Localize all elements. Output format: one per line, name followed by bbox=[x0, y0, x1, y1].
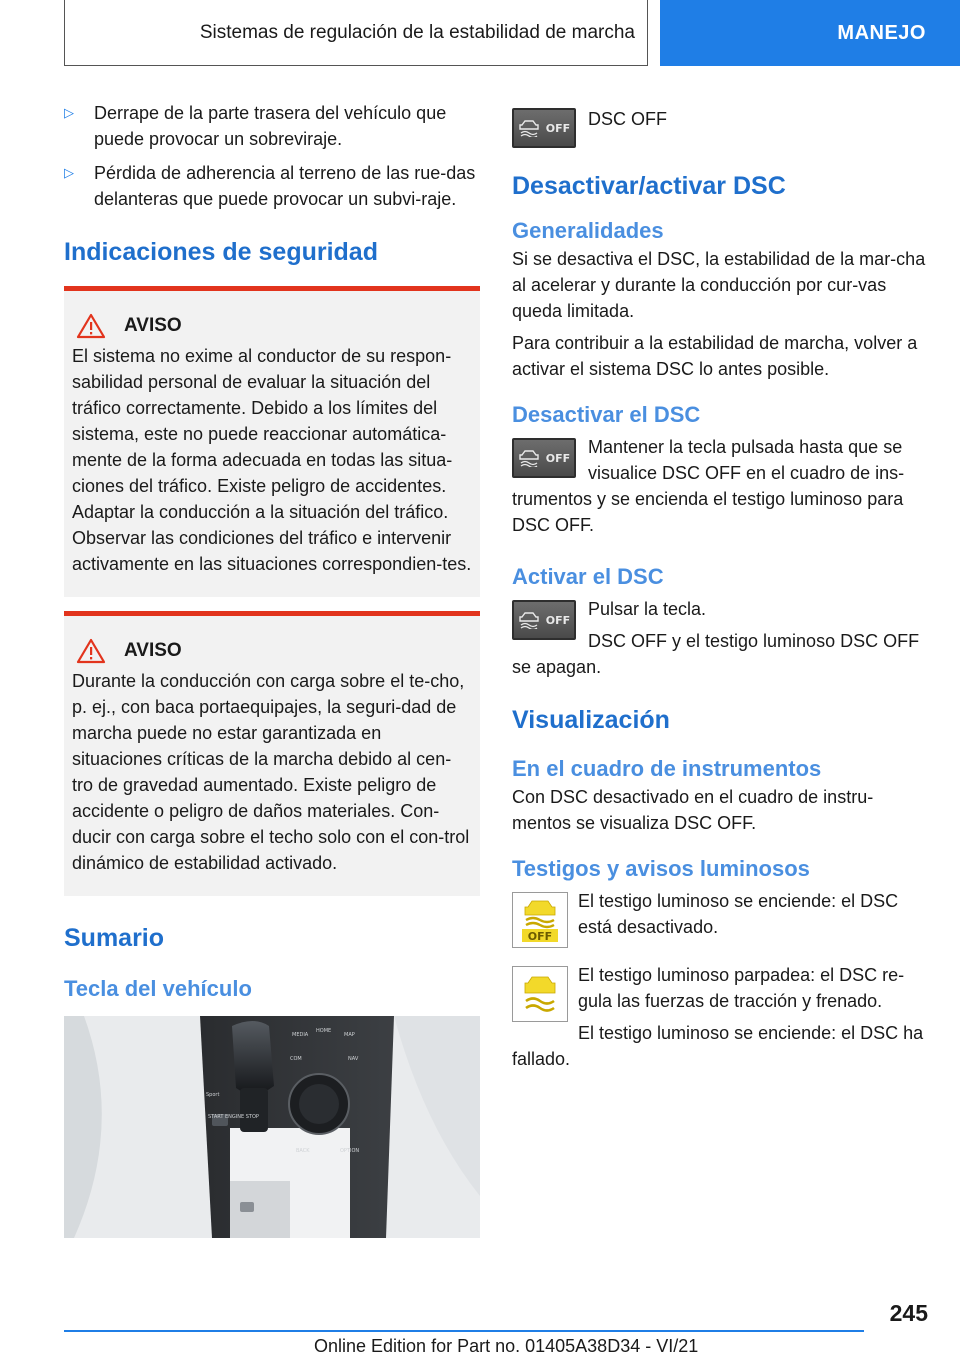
start-stop-label: START ENGINE STOP bbox=[208, 1114, 259, 1120]
deactivate-activate-heading: Desactivar/activar DSC bbox=[512, 172, 786, 200]
header-title: Sistemas de regulación de la estabilidad de marcha bbox=[199, 21, 635, 43]
button-off-text: OFF bbox=[545, 121, 571, 135]
lamp-text: El testigo luminoso parpadea: el DSC re-gula las fuerzas de tracción y frenado. bbox=[578, 965, 905, 1011]
back-label: BACK bbox=[296, 1148, 310, 1154]
option-label: OPTION bbox=[340, 1148, 360, 1154]
key-heading: Tecla del vehículo bbox=[64, 976, 252, 1001]
car-skid-icon bbox=[518, 119, 540, 137]
general-heading: Generalidades bbox=[512, 218, 664, 243]
cluster-heading: En el cuadro de instrumentos bbox=[512, 756, 822, 781]
triangle-bullet-icon: ▷ bbox=[64, 165, 74, 180]
cluster-text: Con DSC desactivado en el cuadro de instru-mentos se visualiza DSC OFF. bbox=[512, 787, 874, 833]
general-paragraph: Para contribuir a la estabilidad de marcha, volver a activar el sistema DSC lo antes posible. bbox=[512, 333, 918, 379]
page-header bbox=[0, 0, 960, 66]
bullet-list bbox=[64, 100, 480, 212]
com-label: COM bbox=[290, 1056, 302, 1062]
safety-heading: Indicaciones de seguridad bbox=[64, 238, 378, 266]
activate-text: DSC OFF y el testigo luminoso DSC OFF se apagan. bbox=[512, 631, 920, 677]
warning-triangle-icon bbox=[76, 313, 106, 339]
button-off-text: OFF bbox=[545, 613, 571, 627]
page-number: 245 bbox=[889, 1300, 928, 1326]
list-item: ▷ Pérdida de adherencia al terreno de las rue-das delanteras que puede provocar un subvi-raje. bbox=[64, 160, 480, 212]
activate-block bbox=[512, 596, 928, 680]
dsc-off-button-icon bbox=[512, 108, 576, 148]
lamp-row bbox=[512, 962, 928, 1072]
footer-edition: Online Edition for Part no. 01405A38D34 - VI/21 bbox=[314, 1336, 699, 1356]
triangle-bullet-icon: ▷ bbox=[64, 105, 74, 120]
warning-text: El sistema no exime al conductor de su respon-sabilidad personal de evaluar la situación del tráfico correctamente. Debido a los límites del sistema, este no puede reaccionar automática-mente de la forma adecuada en todas las situa-ciones del tráfico. Existe peligro de accidentes. Adaptar la conducción a la situación del tráfico. Observar las condiciones del tráfico e intervenir activamente en las situaciones correspondien-tes. bbox=[72, 346, 472, 574]
list-item: ▷ Derrape de la parte trasera del vehículo que puede provocar un sobreviraje. bbox=[64, 100, 480, 152]
warning-box bbox=[64, 286, 480, 597]
mode-label: Sport bbox=[206, 1092, 220, 1098]
chapter-tab-label: MANEJO bbox=[837, 21, 926, 44]
warning-text: Durante la conducción con carga sobre el te-cho, p. ej., con baca portaequipajes, la seguri-dad de marcha puede no estar garantizada en situaciones críticas de la marcha debido al cen-tro de gravedad aumentado. Existe peligro de accidente o peligro de daños materiales. Con-ducir con carga sobre el techo solo con el con-trol dinámico de estabilidad activado. bbox=[72, 671, 470, 873]
dsc-off-label: DSC OFF bbox=[588, 109, 667, 129]
display-heading: Visualización bbox=[512, 706, 670, 734]
dsc-off-block bbox=[512, 106, 928, 148]
lamp-off-text: OFF bbox=[527, 930, 553, 943]
chapter-tab[interactable] bbox=[660, 0, 960, 66]
warning-box bbox=[64, 611, 480, 896]
dsc-active-warning-lamp-icon bbox=[512, 966, 568, 1022]
warning-triangle-icon bbox=[76, 638, 106, 664]
center-console-photo bbox=[64, 1016, 480, 1238]
activate-heading: Activar el DSC bbox=[512, 564, 664, 589]
home-label: HOME bbox=[316, 1028, 332, 1034]
summary-heading: Sumario bbox=[64, 924, 165, 952]
dsc-off-button-icon bbox=[512, 438, 576, 478]
lamp-text: El testigo luminoso se enciende: el DSC ha fallado. bbox=[512, 1023, 924, 1069]
deactivate-heading: Desactivar el DSC bbox=[512, 402, 701, 427]
header-title-box bbox=[64, 0, 648, 66]
map-label: MAP bbox=[344, 1032, 355, 1038]
warning-label: AVISO bbox=[124, 315, 182, 336]
footer-divider bbox=[64, 1330, 864, 1332]
general-paragraph: Si se desactiva el DSC, la estabilidad de la mar-cha al acelerar y durante la conducción por cur-vas queda limitada. bbox=[512, 249, 926, 321]
lamp-text: El testigo luminoso se enciende: el DSC está desactivado. bbox=[578, 891, 899, 937]
warning-header bbox=[72, 313, 472, 339]
warning-label: AVISO bbox=[124, 640, 182, 661]
button-off-text: OFF bbox=[545, 451, 571, 465]
warning-header bbox=[72, 638, 472, 664]
dsc-off-warning-lamp-icon bbox=[512, 892, 568, 948]
activate-text: Pulsar la tecla. bbox=[588, 599, 707, 619]
car-skid-icon bbox=[518, 449, 540, 467]
deactivate-block bbox=[512, 434, 928, 538]
right-column bbox=[512, 106, 928, 1072]
left-column bbox=[64, 100, 480, 1238]
media-label: MEDIA bbox=[292, 1032, 309, 1038]
nav-label: NAV bbox=[348, 1056, 359, 1062]
lamps-heading: Testigos y avisos luminosos bbox=[512, 856, 810, 881]
lamp-row bbox=[512, 888, 928, 948]
car-skid-icon bbox=[518, 611, 540, 629]
dsc-off-button-icon bbox=[512, 600, 576, 640]
center-console-illustration bbox=[64, 1016, 480, 1238]
deactivate-text: Mantener la tecla pulsada hasta que se visualice DSC OFF en el cuadro de ins-trumentos y se encienda el testigo luminoso para DSC OFF. bbox=[512, 437, 905, 535]
